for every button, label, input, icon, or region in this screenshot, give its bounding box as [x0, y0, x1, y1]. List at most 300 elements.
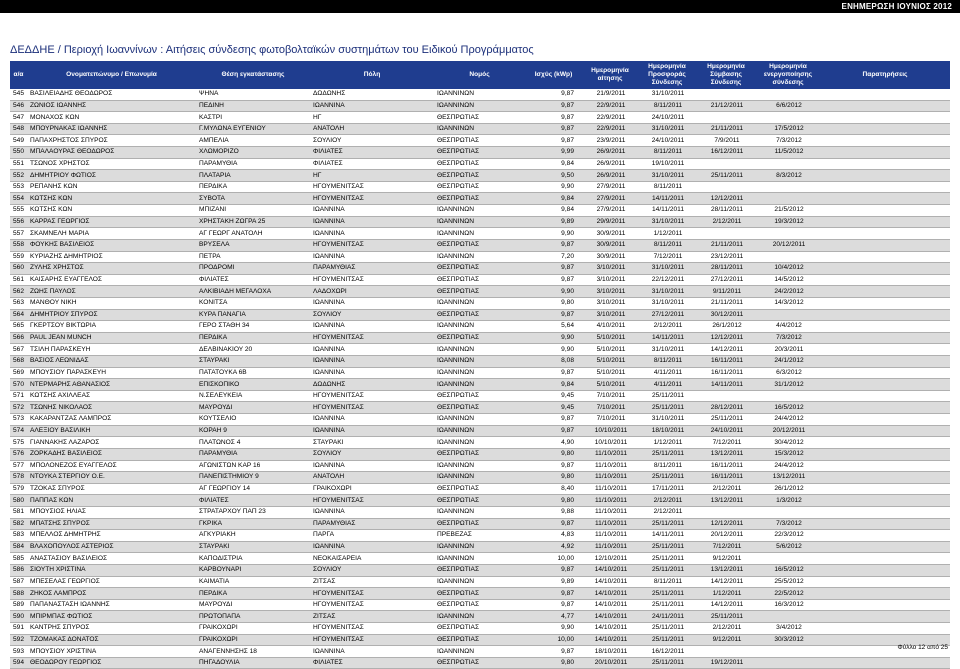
table-cell: 11/10/2011 — [582, 495, 638, 507]
table-cell: 25/11/2011 — [696, 414, 756, 426]
table-cell: 25/11/2011 — [696, 170, 756, 182]
table-cell — [820, 228, 950, 240]
table-cell: 5/10/2011 — [582, 379, 638, 391]
table-cell: 25/11/2011 — [696, 611, 756, 623]
table-cell: ΜΠΕΛΛΟΣ ΔΗΜΗΤΡΗΣ — [27, 530, 196, 542]
table-cell — [820, 89, 950, 100]
page-footer: Φύλλο 12 από 25 — [897, 644, 948, 651]
table-row — [10, 332, 950, 344]
table-cell: 31/10/2011 — [638, 123, 696, 135]
table-cell: 2/12/2011 — [696, 623, 756, 635]
table-cell: 554 — [10, 193, 27, 205]
table-cell — [820, 576, 950, 588]
table-row — [10, 367, 950, 379]
table-cell — [820, 100, 950, 112]
table-cell — [820, 170, 950, 182]
table-cell: 10/4/2012 — [756, 263, 820, 275]
table-cell: 22/9/2011 — [582, 123, 638, 135]
table-cell — [820, 414, 950, 426]
table-cell: 20/10/2011 — [582, 657, 638, 669]
table-cell: 25/11/2011 — [638, 599, 696, 611]
table-cell: 9,45 — [525, 390, 582, 402]
table-cell — [696, 506, 756, 518]
table-cell: ΡΕΠΑΝΗΣ ΚΩΝ — [27, 181, 196, 193]
table-cell — [696, 158, 756, 170]
table-cell — [820, 181, 950, 193]
table-cell: 565 — [10, 321, 27, 333]
table-cell: ΚΑΚΑΡΑΝΤΖΑΣ ΛΑΜΠΡΟΣ — [27, 414, 196, 426]
table-cell — [820, 390, 950, 402]
table-cell: 15/3/2012 — [756, 448, 820, 460]
table-cell — [820, 332, 950, 344]
table-cell: ΦΟΥΚΗΣ ΒΑΣΙΛΕΙΟΣ — [27, 239, 196, 251]
table-cell: 26/9/2011 — [582, 147, 638, 159]
table-row — [10, 483, 950, 495]
table-cell: ΠΑΡΑΜΥΘΙΑΣ — [310, 263, 434, 275]
table-cell: 22/5/2012 — [756, 588, 820, 600]
table-cell: Ν.ΣΕΛΕΥΚΕΙΑ — [196, 390, 310, 402]
table-cell — [820, 402, 950, 414]
table-cell: 2/12/2011 — [696, 216, 756, 228]
table-cell — [820, 611, 950, 623]
table-cell: ΗΓΟΥΜΕΝΙΤΣΑΣ — [310, 193, 434, 205]
table-cell: 10/10/2011 — [582, 437, 638, 449]
table-cell: ΦΙΛΙΑΤΕΣ — [310, 147, 434, 159]
table-cell: 9,87 — [525, 123, 582, 135]
table-cell: 21/5/2012 — [756, 205, 820, 217]
applications-table — [10, 61, 950, 669]
table-cell: ΖΥΛΗΣ ΧΡΗΣΤΟΣ — [27, 263, 196, 275]
table-cell: 20/3/2011 — [756, 344, 820, 356]
table-cell: ΚΩΤΣΗΣ ΚΩΝ — [27, 193, 196, 205]
table-cell: PAUL JEAN MUNCH — [27, 332, 196, 344]
table-cell: ΤΣΩΝΗΣ ΝΙΚΟΛΑΟΣ — [27, 402, 196, 414]
table-cell — [820, 344, 950, 356]
table-cell: ΖΟΡΚΑΔΗΣ ΒΑΣΙΛΕΙΟΣ — [27, 448, 196, 460]
table-cell: 4,77 — [525, 611, 582, 623]
table-cell: 24/10/2011 — [638, 112, 696, 124]
table-cell: 9,87 — [525, 518, 582, 530]
table-cell: ΒΑΣΙΛΕΙΑΔΗΣ ΘΕΟΔΩΡΟΣ — [27, 89, 196, 100]
table-cell: 27/12/2011 — [696, 274, 756, 286]
table-cell: 11/10/2011 — [582, 530, 638, 542]
table-cell: 31/1/2012 — [756, 379, 820, 391]
table-cell: 564 — [10, 309, 27, 321]
table-cell: 5/10/2011 — [582, 344, 638, 356]
table-cell — [820, 356, 950, 368]
table-cell — [696, 89, 756, 100]
table-cell: 9/12/2011 — [696, 553, 756, 565]
table-cell: 19/12/2011 — [696, 657, 756, 669]
column-header: Ημερομηνία Προσφοράς Σύνδεσης — [638, 61, 696, 89]
table-cell: ΚΑΝΤΡΗΣ ΣΠΥΡΟΣ — [27, 623, 196, 635]
table-cell: 14/11/2011 — [696, 379, 756, 391]
table-cell: 547 — [10, 112, 27, 124]
table-cell: 25/11/2011 — [638, 564, 696, 576]
table-row — [10, 646, 950, 658]
table-cell: 16/5/2012 — [756, 402, 820, 414]
table-cell: ΗΓΟΥΜΕΝΙΤΣΑΣ — [310, 634, 434, 646]
table-row — [10, 634, 950, 646]
table-cell: 30/9/2011 — [582, 228, 638, 240]
table-cell: 8/3/2012 — [756, 170, 820, 182]
table-cell — [756, 251, 820, 263]
table-cell: ΝΕΟΚΑΙΣΑΡΕΙΑ — [310, 553, 434, 565]
table-cell: 9,87 — [525, 263, 582, 275]
table-cell: 31/10/2011 — [638, 286, 696, 298]
table-cell: ΠΑΠΑΝΑΣΤΑΣΗ ΙΩΑΝΝΗΣ — [27, 599, 196, 611]
table-cell: ΚΥΡΙΑΖΗΣ ΔΗΜΗΤΡΙΟΣ — [27, 251, 196, 263]
table-cell — [756, 506, 820, 518]
table-cell: 9,84 — [525, 205, 582, 217]
table-cell: ΠΑΡΑΜΥΘΙΑ — [196, 158, 310, 170]
table-row — [10, 379, 950, 391]
table-cell: 14/11/2011 — [638, 193, 696, 205]
table-cell: 579 — [10, 483, 27, 495]
table-cell: 16/11/2011 — [696, 356, 756, 368]
table-cell: ΝΤΕΡΜΑΡΗΣ ΑΘΑΝΑΣΙΟΣ — [27, 379, 196, 391]
table-cell: ΑΓΩΝΙΣΤΩΝ ΚΑΡ 16 — [196, 460, 310, 472]
table-cell — [756, 611, 820, 623]
table-cell: 9,90 — [525, 181, 582, 193]
table-cell: 21/12/2011 — [696, 100, 756, 112]
table-cell: ΜΟΝΑΧΟΣ ΚΩΝ — [27, 112, 196, 124]
table-cell — [756, 89, 820, 100]
table-cell: 25/11/2011 — [638, 541, 696, 553]
table-cell: 8/11/2011 — [638, 460, 696, 472]
table-cell: 545 — [10, 89, 27, 100]
table-cell: 3/10/2011 — [582, 286, 638, 298]
table-cell — [820, 588, 950, 600]
table-cell: 23/9/2011 — [582, 135, 638, 147]
table-cell — [756, 646, 820, 658]
table-cell: ΣΤΑΥΡΑΚΙ — [196, 541, 310, 553]
table-cell: 14/10/2011 — [582, 599, 638, 611]
column-header: Παρατηρήσεις — [820, 61, 950, 89]
table-row — [10, 599, 950, 611]
table-cell: 25/11/2011 — [638, 623, 696, 635]
table-cell: 31/10/2011 — [638, 89, 696, 100]
table-cell: 4,92 — [525, 541, 582, 553]
table-cell: 9,87 — [525, 599, 582, 611]
table-cell: ΚΥΡΑ ΠΑΝΑΓΙΑ — [196, 309, 310, 321]
table-cell: 29/9/2011 — [582, 216, 638, 228]
table-cell: ΠΕΡΔΙΚΑ — [196, 181, 310, 193]
table-cell: ΔΗΜΗΤΡΙΟΥ ΦΩΤΙΟΣ — [27, 170, 196, 182]
table-cell: ΘΕΣΠΡΩΤΙΑΣ — [434, 193, 525, 205]
table-cell: 9,80 — [525, 448, 582, 460]
table-cell: ΙΩΑΝΝΙΝΩΝ — [434, 297, 525, 309]
table-cell: 9,87 — [525, 135, 582, 147]
table-cell: 5/10/2011 — [582, 332, 638, 344]
table-cell: ΙΩΑΝΝΙΝΑ — [310, 356, 434, 368]
table-cell: 5/10/2011 — [582, 356, 638, 368]
table-cell: ΙΩΑΝΝΙΝΑ — [310, 205, 434, 217]
table-cell: ΜΠΟΛΟΝΕΖΟΣ ΕΥΑΓΓΕΛΟΣ — [27, 460, 196, 472]
table-cell — [756, 112, 820, 124]
table-row — [10, 251, 950, 263]
table-cell — [820, 506, 950, 518]
table-cell: 586 — [10, 564, 27, 576]
table-cell: 28/11/2011 — [696, 263, 756, 275]
table-cell: 563 — [10, 297, 27, 309]
table-cell: ΗΓ — [310, 170, 434, 182]
table-cell: 25/11/2011 — [638, 390, 696, 402]
table-cell: 10,00 — [525, 553, 582, 565]
table-cell: 26/1/2012 — [756, 483, 820, 495]
table-cell: ΗΓΟΥΜΕΝΙΤΣΑΣ — [310, 623, 434, 635]
table-cell: ΙΩΑΝΝΙΝΑ — [310, 367, 434, 379]
table-cell: ΣΟΥΛΙΟΥ — [310, 135, 434, 147]
table-cell: ΚΑΣΤΡΙ — [196, 112, 310, 124]
table-cell — [820, 530, 950, 542]
table-cell — [820, 263, 950, 275]
table-cell: ΙΩΑΝΝΙΝΩΝ — [434, 576, 525, 588]
table-header-row — [10, 61, 950, 89]
table-cell: ΤΣΙΛΗ ΠΑΡΑΣΚΕΥΗ — [27, 344, 196, 356]
table-cell: 9,87 — [525, 564, 582, 576]
table-cell: 28/12/2011 — [696, 402, 756, 414]
table-cell: ΑΓΚΥΡΙΑΚΗ — [196, 530, 310, 542]
table-cell: ΓΕΡΟ ΣΤΑΘΗ 34 — [196, 321, 310, 333]
table-cell: 4/10/2011 — [582, 321, 638, 333]
table-cell: ΘΕΣΠΡΩΤΙΑΣ — [434, 495, 525, 507]
table-cell: ΠΑΝΕΠΙΣΤΗΜΙΟΥ 9 — [196, 472, 310, 484]
table-cell: 4/11/2011 — [638, 379, 696, 391]
table-cell: ΙΩΑΝΝΙΝΑ — [310, 228, 434, 240]
table-cell: 10/10/2011 — [582, 425, 638, 437]
table-row — [10, 541, 950, 553]
table-cell: 9,90 — [525, 286, 582, 298]
table-cell: 9,87 — [525, 309, 582, 321]
table-cell — [696, 181, 756, 193]
table-cell: 594 — [10, 657, 27, 669]
table-cell: ΑΝΑΣΤΑΣΙΟΥ ΒΑΣΙΛΕΙΟΣ — [27, 553, 196, 565]
table-cell: ΗΓΟΥΜΕΝΙΤΣΑΣ — [310, 495, 434, 507]
table-row — [10, 390, 950, 402]
table-cell: ΘΕΣΠΡΩΤΙΑΣ — [434, 623, 525, 635]
table-cell: 9,89 — [525, 576, 582, 588]
table-cell: 10,00 — [525, 634, 582, 646]
table-cell: 580 — [10, 495, 27, 507]
table-cell: ΙΩΑΝΝΙΝΑ — [310, 414, 434, 426]
table-cell: ΜΠΕΣΕΛΑΣ ΓΕΩΡΓΙΟΣ — [27, 576, 196, 588]
table-cell: 3/10/2011 — [582, 309, 638, 321]
table-cell — [820, 495, 950, 507]
table-cell: 584 — [10, 541, 27, 553]
table-cell — [696, 646, 756, 658]
table-row — [10, 100, 950, 112]
table-cell: 9,80 — [525, 297, 582, 309]
table-cell: 9,87 — [525, 274, 582, 286]
table-cell: ΒΑΣΙΟΣ ΛΕΩΝΙΔΑΣ — [27, 356, 196, 368]
table-row — [10, 309, 950, 321]
table-cell: ΣΚΑΜΝΕΛΗ ΜΑΡΙΑ — [27, 228, 196, 240]
table-cell: ΑΛΕΞΙΟΥ ΒΑΣΙΛΙΚΗ — [27, 425, 196, 437]
table-cell: 14/10/2011 — [582, 623, 638, 635]
table-cell — [820, 251, 950, 263]
table-cell: 11/5/2012 — [756, 147, 820, 159]
column-header: Ημερομηνία Σύμβασης Σύνδεσης — [696, 61, 756, 89]
table-cell: ΝΤΟΥΚΑ ΣΤΕΡΓΙΟΥ Ο.Ε. — [27, 472, 196, 484]
table-row — [10, 402, 950, 414]
table-row — [10, 564, 950, 576]
table-cell: 4/11/2011 — [638, 367, 696, 379]
table-cell — [756, 158, 820, 170]
table-cell — [820, 367, 950, 379]
table-cell: 11/10/2011 — [582, 518, 638, 530]
table-cell: ΙΩΑΝΝΙΝΑ — [310, 216, 434, 228]
table-cell: ΙΩΑΝΝΙΝΑ — [310, 425, 434, 437]
table-cell: 11/10/2011 — [582, 472, 638, 484]
table-cell: 8/11/2011 — [638, 181, 696, 193]
table-cell: ΠΡΟΔΡΟΜΙ — [196, 263, 310, 275]
table-cell: 13/12/2011 — [756, 472, 820, 484]
table-row — [10, 193, 950, 205]
table-cell: 9,50 — [525, 170, 582, 182]
table-cell: 13/12/2011 — [696, 495, 756, 507]
table-cell: ΗΓΟΥΜΕΝΙΤΣΑΣ — [310, 402, 434, 414]
column-header: Θέση εγκατάστασης — [196, 61, 310, 89]
table-cell: 578 — [10, 472, 27, 484]
table-cell: ΙΩΑΝΝΙΝΩΝ — [434, 541, 525, 553]
table-cell: 588 — [10, 588, 27, 600]
table-cell: 8/11/2011 — [638, 356, 696, 368]
table-row — [10, 414, 950, 426]
table-cell: 7/10/2011 — [582, 414, 638, 426]
table-row — [10, 448, 950, 460]
table-cell: ΣΟΥΛΙΟΥ — [310, 309, 434, 321]
table-cell: 8/11/2011 — [638, 239, 696, 251]
table-cell: 14/10/2011 — [582, 588, 638, 600]
column-header: Ισχύς (kWp) — [525, 61, 582, 89]
table-cell: ΙΩΑΝΝΙΝΩΝ — [434, 472, 525, 484]
top-banner — [0, 0, 960, 13]
table-cell: 25/11/2011 — [638, 634, 696, 646]
table-cell: 9,84 — [525, 193, 582, 205]
table-cell: 1/12/2011 — [696, 588, 756, 600]
table-cell: ΠΗΓΑΔΟΥΛΙΑ — [196, 657, 310, 669]
table-cell — [820, 309, 950, 321]
table-cell: ΠΡΕΒΕΖΑΣ — [434, 530, 525, 542]
table-cell: 14/11/2011 — [638, 205, 696, 217]
table-cell: 24/10/2011 — [638, 135, 696, 147]
table-cell — [820, 123, 950, 135]
table-cell: ΙΩΑΝΝΙΝΩΝ — [434, 425, 525, 437]
table-cell: ΑΓ ΓΕΩΡΓΙΟΥ 14 — [196, 483, 310, 495]
table-cell: ΑΝΑΤΟΛΗ — [310, 123, 434, 135]
table-cell: ΜΠΙΡΜΠΑΣ ΦΩΤΙΟΣ — [27, 611, 196, 623]
table-cell: 560 — [10, 263, 27, 275]
table-cell: ΘΕΣΠΡΩΤΙΑΣ — [434, 564, 525, 576]
table-cell: 9,87 — [525, 89, 582, 100]
table-cell: 11/10/2011 — [582, 448, 638, 460]
table-cell — [696, 228, 756, 240]
table-cell: ΚΑΙΜΑΤΙΑ — [196, 576, 310, 588]
table-cell: ΘΕΣΠΡΩΤΙΑΣ — [434, 263, 525, 275]
table-cell: 3/10/2011 — [582, 297, 638, 309]
table-cell: 571 — [10, 390, 27, 402]
table-cell: 25/11/2011 — [638, 518, 696, 530]
table-cell: 9,89 — [525, 216, 582, 228]
table-row — [10, 611, 950, 623]
table-row — [10, 553, 950, 565]
table-cell: 21/11/2011 — [696, 123, 756, 135]
table-cell: 9,80 — [525, 657, 582, 669]
table-cell: 26/1/2012 — [696, 321, 756, 333]
table-cell: ΠΕΡΔΙΚΑ — [196, 588, 310, 600]
table-cell: ΓΚΕΡΤΣΟΥ ΒΙΚΤΩΡΙΑ — [27, 321, 196, 333]
table-cell — [820, 193, 950, 205]
table-cell: 14/11/2011 — [638, 332, 696, 344]
table-row — [10, 228, 950, 240]
table-cell: 11/10/2011 — [582, 541, 638, 553]
table-cell: 8/11/2011 — [638, 576, 696, 588]
table-cell: 18/10/2011 — [638, 425, 696, 437]
table-cell: ΜΠΟΥΡΝΑΚΑΣ ΙΩΑΝΝΗΣ — [27, 123, 196, 135]
table-cell: 28/11/2011 — [696, 205, 756, 217]
table-cell: 31/10/2011 — [638, 344, 696, 356]
table-cell: ΘΕΣΠΡΩΤΙΑΣ — [434, 634, 525, 646]
table-cell: ΙΩΑΝΝΙΝΩΝ — [434, 611, 525, 623]
table-cell: 550 — [10, 147, 27, 159]
table-cell: 22/12/2011 — [638, 274, 696, 286]
table-cell: 24/4/2012 — [756, 414, 820, 426]
table-cell: 27/9/2011 — [582, 193, 638, 205]
table-cell: 558 — [10, 239, 27, 251]
table-cell: ΜΠΟΥΣΙΟΥ ΠΑΡΑΣΚΕΥΗ — [27, 367, 196, 379]
table-cell: 1/3/2012 — [756, 495, 820, 507]
table-cell: ΘΕΣΠΡΩΤΙΑΣ — [434, 390, 525, 402]
table-cell: 572 — [10, 402, 27, 414]
table-cell: 18/10/2011 — [582, 646, 638, 658]
table-cell: 31/10/2011 — [638, 414, 696, 426]
table-row — [10, 518, 950, 530]
column-header: Ονοματεπώνυμο / Επωνυμία — [27, 61, 196, 89]
table-cell: ΙΩΑΝΝΙΝΩΝ — [434, 506, 525, 518]
table-cell: 5/6/2012 — [756, 541, 820, 553]
table-row — [10, 89, 950, 100]
table-cell: ΜΠΑΤΣΗΣ ΣΠΥΡΟΣ — [27, 518, 196, 530]
table-cell: ΘΕΣΠΡΩΤΙΑΣ — [434, 239, 525, 251]
page-title: ΔΕΔΔΗΕ / Περιοχή Ιωαννίνων : Αιτήσεις σύνδεσης φωτοβολταϊκών συστημάτων του Ειδικού Προγράμματος — [10, 44, 534, 56]
table-cell: ΓΡΑΙΚΟΧΩΡΙ — [196, 634, 310, 646]
table-cell: ΙΩΑΝΝΙΝΩΝ — [434, 460, 525, 472]
table-cell: ΘΕΣΠΡΩΤΙΑΣ — [434, 112, 525, 124]
table-cell: 2/12/2011 — [696, 483, 756, 495]
table-cell: ΓΙΑΝΝΑΚΗΣ ΛΑΖΑΡΟΣ — [27, 437, 196, 449]
table-cell: 548 — [10, 123, 27, 135]
table-cell: ΙΩΑΝΝΙΝΩΝ — [434, 205, 525, 217]
table-cell: 31/10/2011 — [638, 170, 696, 182]
table-cell: Γ.ΜΥΛΩΝΑ ΕΥΓΕΝΙΟΥ — [196, 123, 310, 135]
table-cell: ΕΠΙΣΚΟΠΙΚΟ — [196, 379, 310, 391]
table-cell: ΜΑΥΡΟΥΔΙ — [196, 402, 310, 414]
table-cell: ΜΠΟΥΣΙΟΥ ΧΡΙΣΤΙΝΑ — [27, 646, 196, 658]
table-cell: 8,08 — [525, 356, 582, 368]
table-cell: ΙΩΑΝΝΙΝΩΝ — [434, 344, 525, 356]
table-row — [10, 297, 950, 309]
table-cell: 575 — [10, 437, 27, 449]
table-cell: 25/11/2011 — [638, 448, 696, 460]
table-cell: ΣΥΒΟΤΑ — [196, 193, 310, 205]
table-cell — [820, 657, 950, 669]
column-header: Πόλη — [310, 61, 434, 89]
table-row — [10, 530, 950, 542]
table-cell: 2/12/2011 — [638, 321, 696, 333]
table-cell: ΠΕΔΙΝΗ — [196, 100, 310, 112]
table-cell: 549 — [10, 135, 27, 147]
